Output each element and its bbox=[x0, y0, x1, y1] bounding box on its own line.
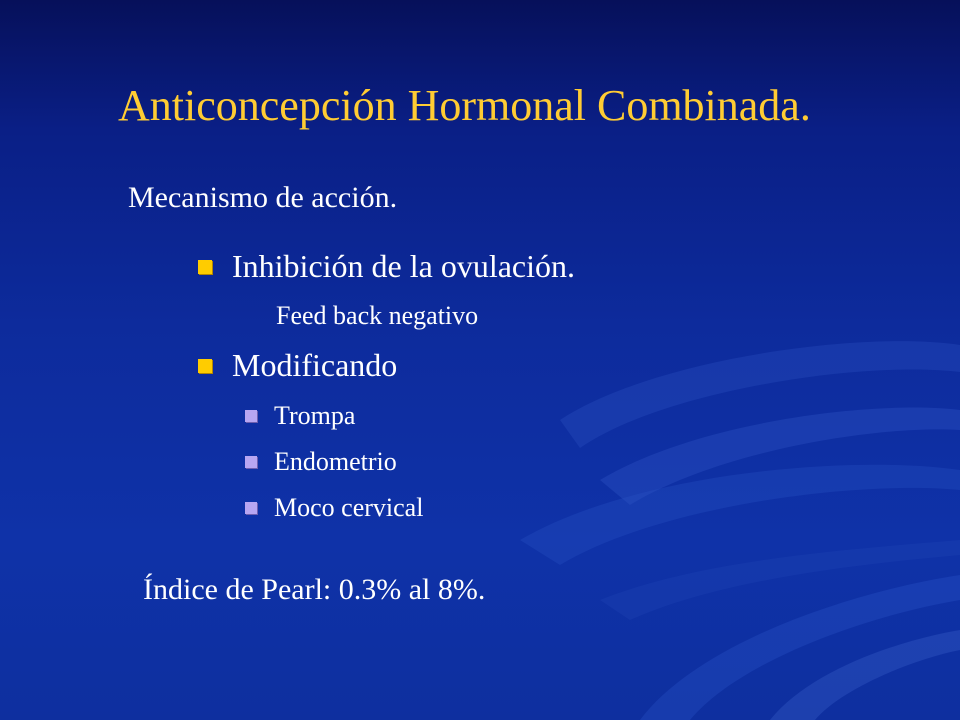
bullet-note: Feed back negativo bbox=[276, 301, 479, 330]
sub-bullet-item bbox=[245, 447, 397, 477]
slide-title: Anticoncepción Hormonal Combinada. bbox=[118, 81, 811, 130]
square-bullet-icon bbox=[245, 502, 257, 514]
slide-subtitle: Mecanismo de acción. bbox=[128, 181, 398, 214]
square-bullet-icon bbox=[198, 359, 212, 373]
bullet-label: Inhibición de la ovulación. bbox=[232, 248, 576, 284]
sub-bullet-label: Trompa bbox=[274, 401, 356, 430]
sub-bullet-label: Moco cervical bbox=[274, 493, 424, 522]
sub-bullet-item bbox=[245, 493, 423, 523]
square-bullet-icon bbox=[245, 410, 257, 422]
bullet-item-inhibicion bbox=[198, 248, 575, 285]
bullet-item-modificando bbox=[198, 347, 397, 384]
bullet-label: Modificando bbox=[232, 347, 398, 383]
pearl-index-text: Índice de Pearl: 0.3% al 8%. bbox=[143, 573, 486, 606]
square-bullet-icon bbox=[245, 456, 257, 468]
sub-bullet-label: Endometrio bbox=[274, 447, 397, 476]
sub-bullet-item bbox=[245, 401, 355, 431]
square-bullet-icon bbox=[198, 260, 212, 274]
